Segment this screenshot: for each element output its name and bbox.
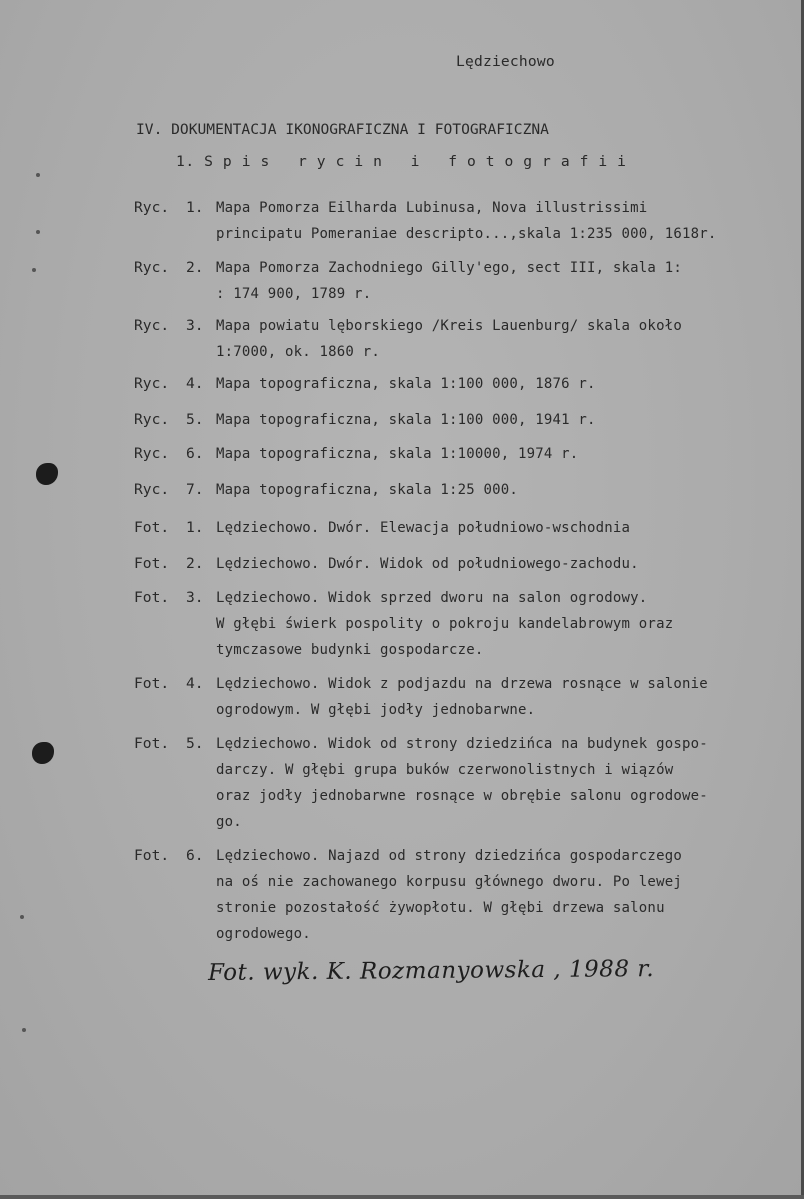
entry-prefix: Fot. bbox=[134, 735, 170, 752]
entry-number: 5. bbox=[186, 411, 204, 428]
entry-prefix: Ryc. bbox=[134, 481, 170, 498]
entry-number: 1. bbox=[186, 519, 204, 536]
entry-prefix: Ryc. bbox=[134, 411, 170, 428]
entry-text-line: Lędziechowo. Dwór. Elewacja południowo-wschodnia bbox=[216, 520, 631, 536]
entry-prefix: Ryc. bbox=[134, 445, 170, 462]
entry-text-line: na oś nie zachowanego korpusu głównego dworu. Po lewej bbox=[216, 874, 682, 890]
scan-speck bbox=[22, 1028, 26, 1032]
entry-prefix: Ryc. bbox=[134, 317, 170, 334]
entry-text-line: Lędziechowo. Widok z podjazdu na drzewa rosnące w salonie bbox=[216, 676, 708, 692]
entry-number: 3. bbox=[186, 589, 204, 606]
entry-text-line: principatu Pomeraniae descripto...,skala 1:235 000, 1618r. bbox=[216, 226, 717, 242]
entry-number: 5. bbox=[186, 735, 204, 752]
entry-prefix: Ryc. bbox=[134, 199, 170, 216]
entry-prefix: Ryc. bbox=[134, 259, 170, 276]
entry-text-line: go. bbox=[216, 814, 242, 830]
entry-text-line: Mapa Pomorza Eilharda Lubinusa, Nova illustrissimi bbox=[216, 200, 648, 216]
entry-text-line: ogrodowym. W głębi jodły jednobarwne. bbox=[216, 702, 536, 718]
scan-edge-bottom bbox=[0, 1195, 804, 1199]
entry-number: 1. bbox=[186, 199, 204, 216]
entry-text-line: W głębi świerk pospolity o pokroju kandelabrowym oraz bbox=[216, 616, 674, 632]
entry-text-line: Lędziechowo. Dwór. Widok od południowego-zachodu. bbox=[216, 556, 639, 572]
entry-text-line: Lędziechowo. Najazd od strony dziedzińca gospodarczego bbox=[216, 848, 682, 864]
entry-text-line: Mapa Pomorza Zachodniego Gilly'ego, sect III, skala 1: bbox=[216, 260, 682, 276]
subsection-heading: 1. S p i s r y c i n i f o t o g r a f i i bbox=[176, 153, 627, 170]
entry-prefix: Fot. bbox=[134, 589, 170, 606]
entry-text-line: Mapa topograficzna, skala 1:25 000. bbox=[216, 482, 519, 498]
entry-number: 7. bbox=[186, 481, 204, 498]
entry-text-line: darczy. W głębi grupa buków czerwonolistnych i wiązów bbox=[216, 762, 674, 778]
entry-number: 6. bbox=[186, 847, 204, 864]
entry-text-line: Mapa topograficzna, skala 1:100 000, 1876 r. bbox=[216, 376, 596, 392]
entry-text-line: Mapa powiatu lęborskiego /Kreis Lauenburg/ skala około bbox=[216, 318, 682, 334]
entry-text-line: Lędziechowo. Widok od strony dziedzińca na budynek gospo- bbox=[216, 736, 708, 752]
entry-number: 3. bbox=[186, 317, 204, 334]
place-header: Lędziechowo bbox=[456, 53, 555, 70]
scan-speck bbox=[32, 268, 36, 272]
scan-speck bbox=[36, 173, 40, 177]
punch-hole-top bbox=[36, 463, 58, 485]
entry-text-line: ogrodowego. bbox=[216, 926, 311, 942]
entry-text-line: Mapa topograficzna, skala 1:10000, 1974 r. bbox=[216, 446, 579, 462]
entry-number: 6. bbox=[186, 445, 204, 462]
entry-text-line: oraz jodły jednobarwne rosnące w obrębie salonu ogrodowe- bbox=[216, 788, 708, 804]
entry-prefix: Ryc. bbox=[134, 375, 170, 392]
entry-prefix: Fot. bbox=[134, 519, 170, 536]
handwritten-signature: Fot. wyk. K. Rozmanyowska , 1988 r. bbox=[207, 956, 655, 986]
punch-hole-bottom bbox=[32, 742, 54, 764]
section-heading: IV. DOKUMENTACJA IKONOGRAFICZNA I FOTOGRAFICZNA bbox=[136, 121, 549, 138]
entry-prefix: Fot. bbox=[134, 675, 170, 692]
scan-speck bbox=[20, 915, 24, 919]
entry-text-line: 1:7000, ok. 1860 r. bbox=[216, 344, 380, 360]
entry-text-line: stronie pozostałość żywopłotu. W głębi drzewa salonu bbox=[216, 900, 665, 916]
entry-text-line: Mapa topograficzna, skala 1:100 000, 1941 r. bbox=[216, 412, 596, 428]
entry-number: 2. bbox=[186, 259, 204, 276]
entry-number: 4. bbox=[186, 375, 204, 392]
entry-number: 4. bbox=[186, 675, 204, 692]
entry-text-line: Lędziechowo. Widok sprzed dworu na salon ogrodowy. bbox=[216, 590, 648, 606]
entry-prefix: Fot. bbox=[134, 555, 170, 572]
entry-prefix: Fot. bbox=[134, 847, 170, 864]
entry-text-line: tymczasowe budynki gospodarcze. bbox=[216, 642, 484, 658]
entry-text-line: : 174 900, 1789 r. bbox=[216, 286, 372, 302]
entry-number: 2. bbox=[186, 555, 204, 572]
scan-speck bbox=[36, 230, 40, 234]
